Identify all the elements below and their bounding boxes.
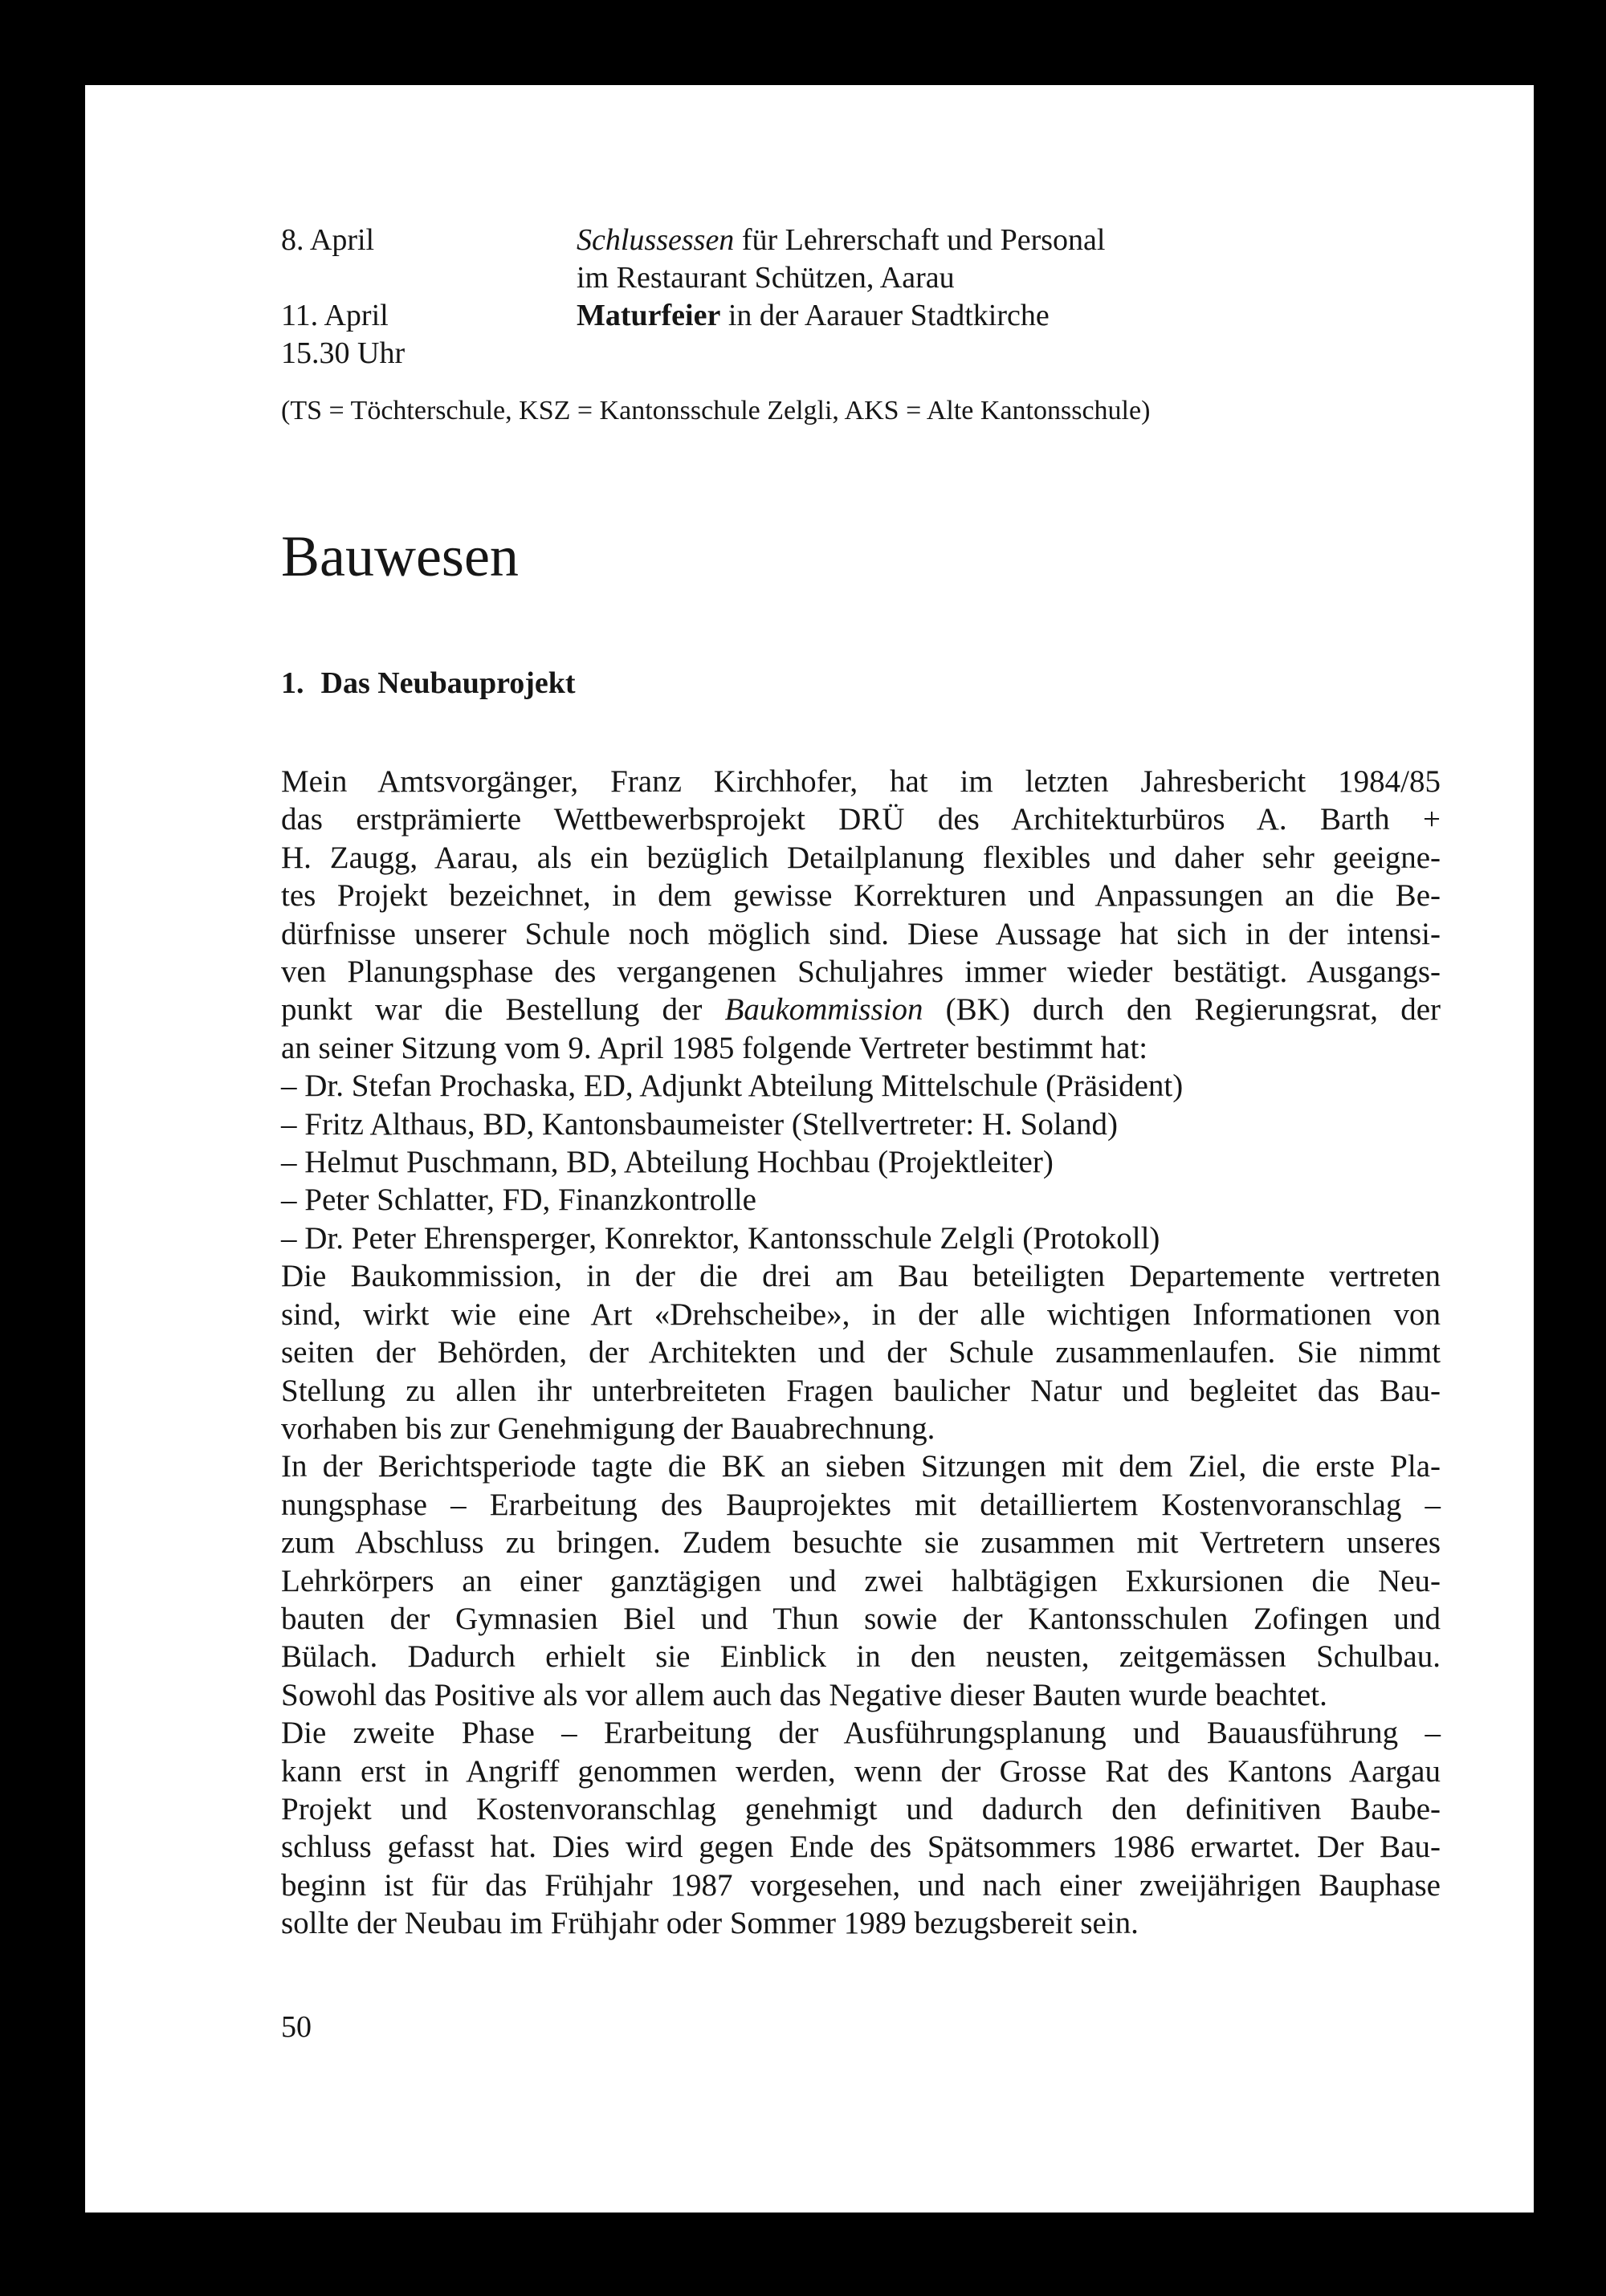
text-line: nungsphase – Erarbeitung des Bauprojektes mit detailliertem Kostenvoranschlag – — [281, 1487, 1441, 1522]
schedule-date: 8. April — [281, 223, 375, 257]
schedule-description: im Restaurant Schützen, Aarau — [577, 261, 955, 295]
schedule — [281, 222, 1437, 372]
member-list-item: – Dr. Peter Ehrensperger, Konrektor, Kantonsschule Zelgli (Protokoll) — [281, 1220, 1160, 1256]
text-line: das erstprämierte Wettbewerbsprojekt DRÜ des Architekturbüros A. Barth + — [281, 802, 1441, 837]
member-list-item: – Fritz Althaus, BD, Kantonsbaumeister (Stellvertreter: H. Soland) — [281, 1106, 1118, 1142]
text-line: kann erst in Angriff genommen werden, wenn der Grosse Rat des Kantons Aargau — [281, 1753, 1441, 1789]
section-title: Bauwesen — [281, 524, 519, 588]
schedule-row — [281, 222, 1437, 259]
document-page — [85, 85, 1534, 2213]
page-number: 50 — [281, 2010, 312, 2044]
subsection-title: Das Neubauprojekt — [320, 666, 576, 700]
schedule-row — [281, 335, 1437, 372]
text-line: Sowohl das Positive als vor allem auch das Negative dieser Bauten wurde beachtet. — [281, 1677, 1327, 1712]
schedule-date: 15.30 Uhr — [281, 336, 406, 370]
text-line — [281, 991, 1441, 1028]
text-line: Die zweite Phase – Erarbeitung der Ausführungsplanung und Bauausführung – — [281, 1716, 1441, 1751]
text-line: Bülach. Dadurch erhielt sie Einblick in den neusten, zeitgemässen Schulbau. — [281, 1639, 1441, 1675]
text-segment: (BK) durch den Regierungsrat, der — [923, 992, 1441, 1028]
subsection-heading — [281, 665, 1437, 702]
text-line: sind, wirkt wie eine Art «Drehscheibe», in der alle wichtigen Informationen von — [281, 1297, 1441, 1332]
schedule-event-italic: Schlussessen — [577, 223, 735, 257]
text-line: In der Berichtsperiode tagte die BK an sieben Sitzungen mit dem Ziel, die erste Pla- — [281, 1449, 1441, 1484]
text-line: sollte der Neubau im Frühjahr oder Sommer 1989 bezugsbereit sein. — [281, 1906, 1139, 1941]
text-segment: punkt war die Bestellung der — [281, 992, 725, 1028]
schedule-description — [577, 222, 1437, 259]
text-line: schluss gefasst hat. Dies wird gegen Ende des Spätsommers 1986 erwartet. Der Bau- — [281, 1830, 1441, 1865]
text-line: Projekt und Kostenvoranschlag genehmigt und dadurch den definitiven Baube- — [281, 1791, 1441, 1826]
schedule-row — [281, 259, 1437, 297]
member-list-item: – Peter Schlatter, FD, Finanzkontrolle — [281, 1183, 756, 1218]
text-line: Stellung zu allen ihr unterbreiteten Fragen baulicher Natur und begleitet das Bau- — [281, 1373, 1441, 1408]
text-line: an seiner Sitzung vom 9. April 1985 folgende Vertreter bestimmt hat: — [281, 1030, 1148, 1065]
schedule-event-rest: in der Aarauer Stadtkirche — [720, 299, 1050, 332]
text-line: Mein Amtsvorgänger, Franz Kirchhofer, hat im letzten Jahresbericht 1984/85 — [281, 764, 1441, 799]
text-line: bauten der Gymnasien Biel und Thun sowie der Kantonsschulen Zofingen und — [281, 1601, 1441, 1636]
text-line: beginn ist für das Frühjahr 1987 vorgesehen, und nach einer zweijährigen Bauphase — [281, 1867, 1441, 1903]
page-content — [281, 222, 1441, 1943]
member-list-item: – Helmut Puschmann, BD, Abteilung Hochbau (Projektleiter) — [281, 1145, 1054, 1180]
text-line: dürfnisse unserer Schule noch möglich sind. Diese Aussage hat sich in der intensi- — [281, 916, 1441, 951]
text-segment-italic: Baukommission — [724, 992, 923, 1028]
schedule-date — [281, 259, 577, 297]
text-line: vorhaben bis zur Genehmigung der Bauabrechnung. — [281, 1411, 935, 1446]
schedule-event-bold: Maturfeier — [577, 299, 721, 332]
text-line: Lehrkörpers an einer ganztägigen und zwei halbtägigen Exkursionen die Neu- — [281, 1563, 1441, 1598]
schedule-row — [281, 297, 1437, 335]
body-text — [281, 763, 1441, 1943]
subsection-number: 1. — [281, 666, 304, 700]
member-list-item: – Dr. Stefan Prochaska, ED, Adjunkt Abteilung Mittelschule (Präsident) — [281, 1069, 1184, 1104]
text-line: Die Baukommission, in der die drei am Bau beteiligten Departemente vertreten — [281, 1259, 1441, 1294]
text-line: tes Projekt bezeichnet, in dem gewisse Korrekturen und Anpassungen an die Be- — [281, 878, 1441, 914]
text-line: ven Planungsphase des vergangenen Schuljahres immer wieder bestätigt. Ausgangs- — [281, 955, 1441, 990]
schedule-description — [577, 335, 1437, 372]
schedule-date: 11. April — [281, 299, 389, 332]
text-line: zum Abschluss zu bringen. Zudem besuchte sie zusammen mit Vertretern unseres — [281, 1525, 1441, 1561]
schedule-description — [577, 297, 1437, 335]
text-line: seiten der Behörden, der Architekten und der Schule zusammenlaufen. Sie nimmt — [281, 1335, 1441, 1370]
abbreviations-note: (TS = Töchterschule, KSZ = Kantonsschule Zelgli, AKS = Alte Kantonsschule) — [281, 396, 1151, 425]
text-line: H. Zaugg, Aarau, als ein bezüglich Detailplanung flexibles und daher sehr geeigne- — [281, 840, 1441, 875]
schedule-event-rest: für Lehrerschaft und Personal — [734, 223, 1106, 257]
